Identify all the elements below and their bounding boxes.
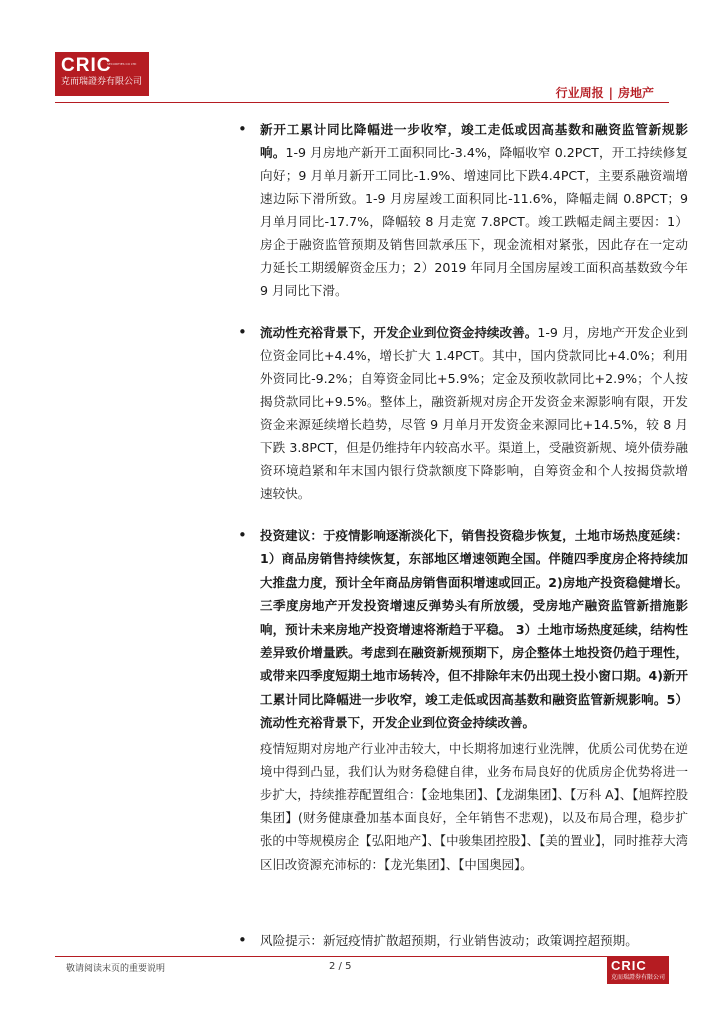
- header-divider: [55, 102, 669, 103]
- footer-logo-subtitle: 克而瑞證券有限公司: [611, 974, 666, 981]
- logo-subtitle: 克而瑞證券有限公司: [61, 77, 143, 87]
- logo-small-text: SECURITIES CO LTD: [107, 62, 137, 66]
- paragraph-lead: 流动性充裕背景下，开发企业到位资金持续改善。: [260, 325, 538, 340]
- company-logo: [55, 52, 149, 96]
- report-type: 行业周报: [555, 86, 604, 100]
- page-number: 2 / 5: [329, 961, 352, 972]
- bullet-marker: •: [238, 120, 247, 138]
- bullet-marker: •: [238, 323, 247, 341]
- paragraph-body: 风险提示：新冠疫情扩散超预期，行业销售波动；政策调控超预期。: [260, 933, 638, 948]
- paragraph-construction: [238, 118, 688, 302]
- paragraph-lead: 投资建议：于疫情影响逐渐淡化下，销售投资稳步恢复，土地市场热度延续：1）商品房销售持续恢复，东部地区增速领跑全国。伴随四季度房企将持续加大推盘力度，预计全年商品房销售面积增速或回正。2)房地产投资稳健增长。三季度房地产开发投资增速反弹势头有所放缓，受房地产融资监管新措施影响，预计未来房地产投资增速将渐趋于平稳。 3）土地市场热度延续，结构性差异致价增量跌。考虑到在融资新规预期下，房企整体土地投资仍趋于理性，或带来四季度短期土地市场转冷，但不排除年末仍出现土投小窗口期。4)新开工累计同比降幅进一步收窄，竣工走低或因高基数和融资监管新规影响。5）流动性充裕背景下，开发企业到位资金持续改善。: [260, 528, 688, 731]
- paragraph-recommendation: 疫情短期对房地产行业冲击较大，中长期将加速行业洗牌，优质公司优势在逆境中得到凸显，我们认为财务稳健自律，业务布局良好的优质房企优势将进一步扩大，持续推荐配置组合：【金地集团】、【龙湖集团】、【万科 A】、【旭辉控股集团】(财务健康叠加基本面良好，全年销售不悲观)，以及布局合理，稳步扩张的中等规模房企【弘阳地产】、【中骏集团控股】、【美的置业】，同时推荐大湾区旧改资源充沛标的：【龙光集团】、【中国奥园】。: [260, 740, 688, 872]
- logo-text: CRIC: [61, 55, 112, 76]
- footer-disclaimer: 敬请阅读末页的重要说明: [66, 964, 166, 974]
- paragraph-lead: 新开工累计同比降幅进一步收窄，竣工走低或因高基数和融资监管新规影响。: [260, 122, 688, 160]
- report-category: [556, 84, 654, 101]
- paragraph-body: 1-9 月，房地产开发企业到位资金同比+4.4%，增长扩大 1.4PCT。其中，国内贷款同比+4.0%；利用外资同比-9.2%；自筹资金同比+5.9%；定金及预收款同比+2.9%；个人按揭贷款同比+9.5%。整体上，融资新规对房企开发资金来源影响有限，开发资金来源延续增长趋势，尽管 9 月单月开发资金来源同比+14.5%，较 8 月下跌 3.8PCT，但是仍维持年内较高水平。渠道上，受融资新规、境外债券融资环境趋紧和年末国内银行贷款额度下降影响，自筹资金和个人按揭贷款增速较快。: [260, 325, 689, 501]
- bullet-marker: •: [238, 526, 247, 544]
- bullet-marker: •: [238, 931, 247, 949]
- paragraph-funding: [238, 321, 688, 505]
- paragraph-text: [260, 321, 688, 505]
- footer-logo: [607, 957, 669, 984]
- paragraph-body: 1-9 月房地产新开工面积同比-3.4%，降幅收窄 0.2PCT，开工持续修复向好；9 月单月新开工同比-1.9%、增速同比下跌4.4PCT，主要系融资端增速边际下滑所致。1-9 月房屋竣工面积同比-11.6%，降幅走阔 0.8PCT；9 月单月同比-17.7%，降幅较 8 月走宽 7.8PCT。竣工跌幅走阔主要因：1）房企于融资监管预期及销售回款承压下，现金流相对紧张，因此存在一定动力延长工期缓解资金压力；2）2019 年同月全国房屋竣工面积高基数致今年 9 月同比下滑。: [260, 145, 688, 298]
- footer-logo-text: CRIC: [611, 958, 647, 973]
- report-sector: 房地产: [617, 86, 654, 100]
- footer-divider: [55, 956, 669, 957]
- paragraph-investment-advice: [238, 524, 688, 876]
- header-separator: |: [608, 86, 613, 100]
- paragraph-text: [260, 118, 688, 302]
- paragraph-risk: [238, 929, 688, 952]
